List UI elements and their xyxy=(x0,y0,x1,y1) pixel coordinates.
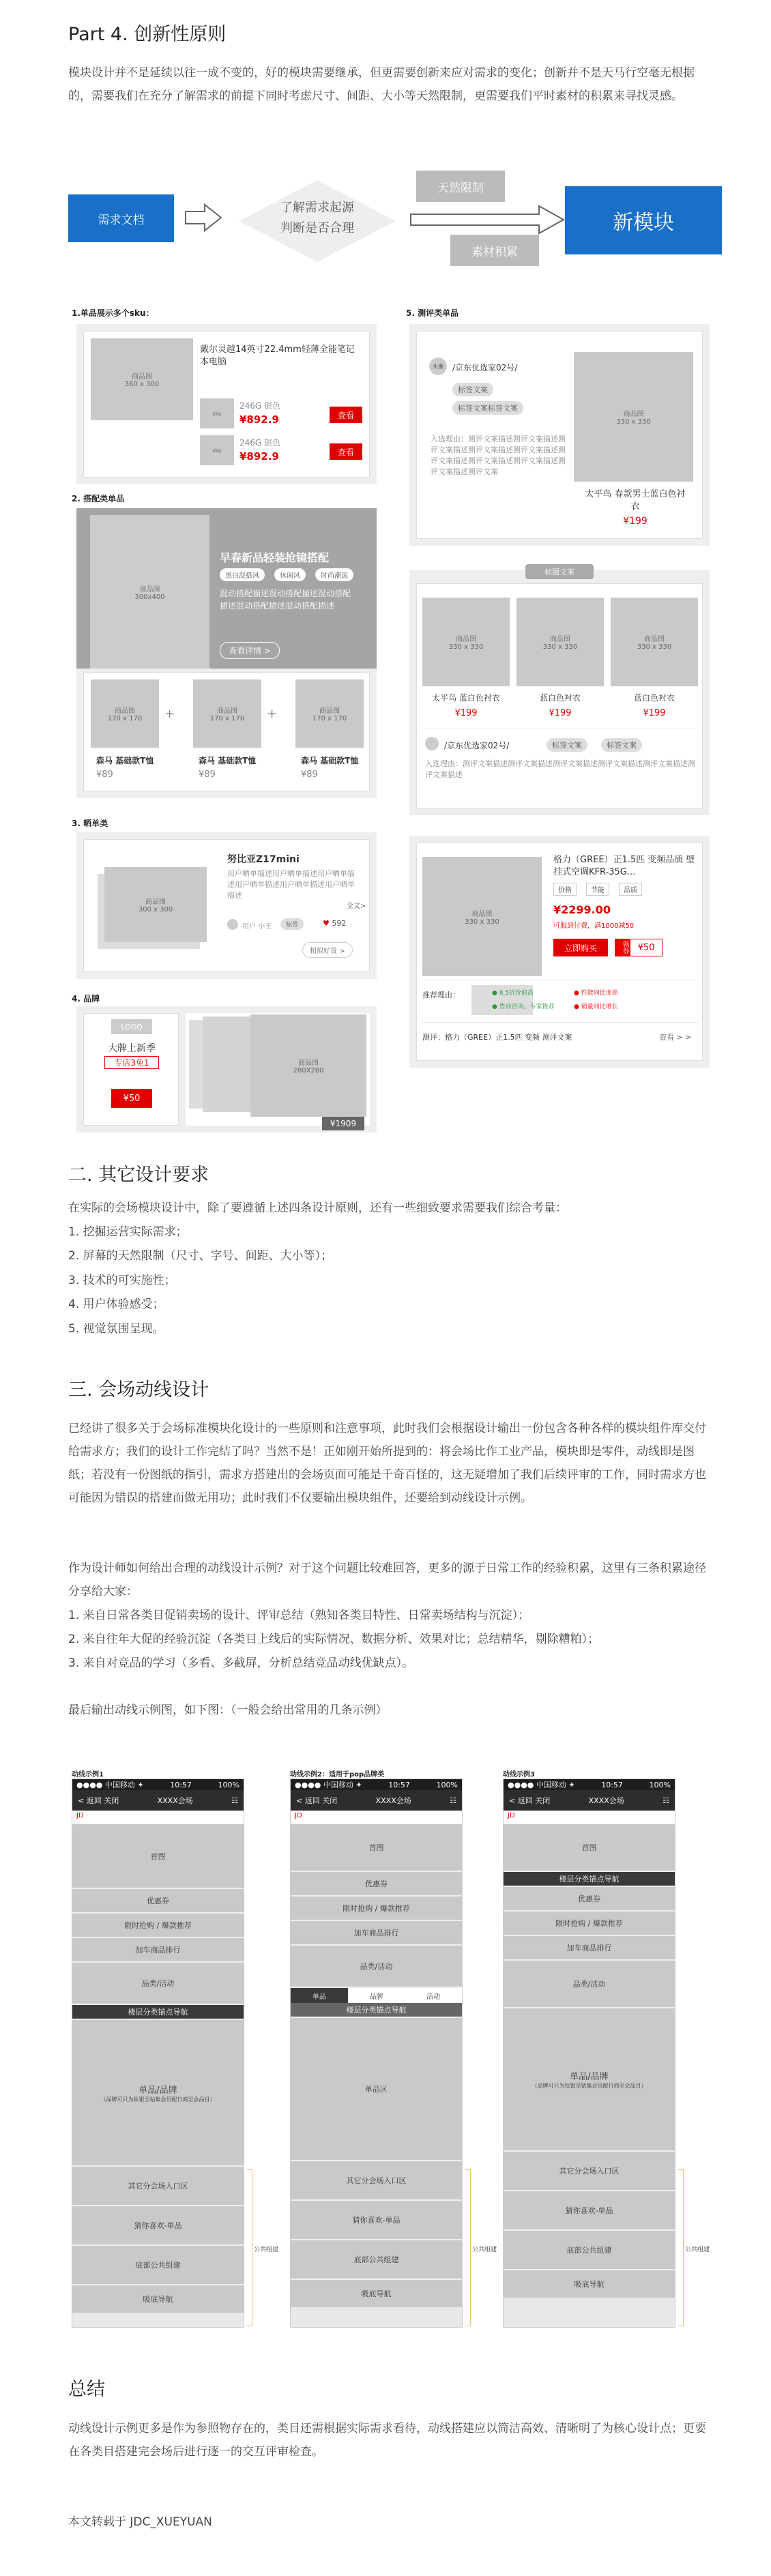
product-price: ¥89 xyxy=(96,770,113,780)
similar-link[interactable]: 相似好货 > xyxy=(302,942,353,958)
phone-mockup-1: ●●●● 中国移动 ✦ 10:57 100% < 返回 关闭 XXXX会场 ☷ JD 首图 优惠券 限时抢购 / 爆款推荐 加车商品排行 品类/活动 楼层分类锚点导航 单品/品牌 （品牌可只为钛银至钻集会员配行商至会品目） 其它分会场入口区 猜你喜欢-单品 底部公共组建 吸底导航 xyxy=(72,1779,244,2328)
view-button[interactable]: 查看 xyxy=(330,407,362,423)
ex5-panel xyxy=(409,324,710,546)
product-image: 商品图 300 x 300 xyxy=(104,867,207,942)
product-price: ¥89 xyxy=(301,770,318,780)
title-tag: 标题文案 xyxy=(525,564,594,579)
product-name: 戴尔灵越14英寸22.4mm轻薄全能笔记本电脑 xyxy=(200,345,355,367)
sec3-p2: 作为设计师如何给出合理的动线设计示例？对于这个问题比较难回答，更多的源于日常工作的经验积累，这里有三条积累途径分享给大家： xyxy=(68,1562,706,1598)
more-link[interactable]: 查看详情 > xyxy=(220,642,280,659)
phone-mockup-2: ●●●● 中国移动 ✦ 10:57 100% < 返回 关闭 XXXX会场 ☷ JD 首图 优惠券 限时抢购 / 爆款推荐 加车商品排行 品类/活动 单品 品牌 活动 楼层分类锚点导航 单品区 其它分会场入口区 猜你喜欢-单品 底部公共组建 吸底导航 xyxy=(290,1779,463,2328)
product-image: 商品图 170 x 170 xyxy=(193,679,261,748)
bracket-label: 公共组建 xyxy=(254,2246,279,2253)
bracket-label: 公共组建 xyxy=(685,2246,710,2253)
ex1-label: 1.单品展示多个sku： xyxy=(72,308,154,318)
list-item: 4. 用户体验感受； xyxy=(68,1298,164,1311)
review-text: 入选理由：测评文案描述测评文案描述测评文案描述测评文案描述测评文案描述测评文案描述 xyxy=(425,759,695,779)
sec2-title: 二. 其它设计要求 xyxy=(68,1165,209,1186)
heart-icon[interactable]: ♥ 592 xyxy=(323,919,347,928)
product-image: 商品图 330 x 330 xyxy=(517,598,604,686)
coupon[interactable]: ¥50 xyxy=(111,1089,152,1108)
tag: 休闲风 xyxy=(274,568,306,581)
list-item: 2. 来自往年大促的经验沉淀（各类目上线后的实际情况、数据分析、效果对比；总结精华，剔除糟粕）； xyxy=(68,1633,600,1646)
product-image: 商品图 170 x 170 xyxy=(91,679,159,748)
list-item: 1. 来自日常各类目促销卖场的设计、评审总结（熟知各类目特性、日常卖场结构与沉淀）； xyxy=(68,1609,530,1622)
flow-limit: 天然限制 xyxy=(416,171,505,202)
coupon-value[interactable]: ¥50 xyxy=(630,939,663,956)
list-item: 1. 挖掘运营实际需求； xyxy=(68,1225,188,1239)
phone-label: 动线示例2：适用于pop品牌类 xyxy=(290,1771,385,1779)
ex1-panel: 商品图 360 x 300 戴尔灵越14英寸22.4mm轻薄全能笔记本电脑 sku 246G 银色 ¥892.9 查看 sku 246G 银色 ¥892.9 查看 xyxy=(76,324,377,484)
flow-new: 新模块 xyxy=(565,186,722,254)
sec3-p3: 最后输出动线示例图，如下图：（一般会给出常用的几条示例） xyxy=(68,1703,388,1717)
list-item: 2. 屏幕的天然限制（尺寸、字号、间距、大小等）； xyxy=(68,1249,333,1263)
product-name: 格力（GREE）正1.5匹 变频品质 壁挂式空调KFR-35G... xyxy=(553,855,695,877)
product-name: 森马 基础款T恤 xyxy=(301,756,359,765)
summary-text: 动线设计示例更多是作为参照物存在的，类目还需根据实际需求看待，动线搭建应以简洁高效、清晰明了为核心设计点；更要在各类目搭建完会场后进行逐一的交互评审检查。 xyxy=(68,2422,706,2459)
part4-title: Part 4. 创新性原则 xyxy=(68,24,227,45)
bracket xyxy=(247,2169,252,2326)
list-item: 3. 技术的可实施性； xyxy=(68,1274,176,1287)
avatar xyxy=(425,737,439,750)
product-price: ¥199 xyxy=(623,516,648,527)
list-item: 5. 视觉氛围呈现。 xyxy=(68,1322,164,1336)
tag: 价格 xyxy=(553,883,577,896)
product-image: 商品图 330 x 330 xyxy=(574,352,693,482)
ex7-panel: 商品图 330 x 330 格力（GREE）正1.5匹 变频品质 壁挂式空调KFR-35G... 价格 节能 品质 ¥2299.00 可服到付费，满1000减50 立即购买 领券 ¥50 推荐理由： ● 8.5折价值高 ● 性能同比度高 ● 售前咨询，专家推荐 ● 销量同比增长 测评：格力（GREE）正1.5匹 变频 测评文案 查看 > > xyxy=(409,836,710,1068)
phone-label: 动线示例3 xyxy=(503,1771,535,1779)
tag: 黑白混搭风 xyxy=(220,568,265,581)
avatar xyxy=(227,919,238,930)
store-badge: 专店3免1 xyxy=(104,1056,159,1069)
reviewer-name: /京东优选家02号/ xyxy=(452,363,518,372)
ex3-label: 3. 晒单类 xyxy=(72,819,108,828)
product-price: ¥2299.00 xyxy=(553,903,611,916)
tag: 标签文案 xyxy=(547,738,587,752)
ex6-panel xyxy=(409,570,710,815)
sku-label: 246G 银色 xyxy=(239,438,281,448)
brand-slogan: 大牌上新季 xyxy=(108,1043,156,1054)
tag: 标签文案 xyxy=(452,383,493,396)
product-image: 商品图 330 x 330 xyxy=(611,598,698,686)
ex3-panel xyxy=(76,832,377,979)
product-image: 商品图 360 x 300 xyxy=(91,338,193,420)
list-item: 3. 来自对竞品的学习（多看、多截屏，分析总结竞品动线优缺点）。 xyxy=(68,1656,414,1670)
review-summary: 测评：格力（GREE）正1.5匹 变频 测评文案 xyxy=(422,1033,572,1042)
tag: 品质 xyxy=(619,883,642,896)
sku-price: ¥892.9 xyxy=(239,450,279,463)
source-text: 本文转载于 JDC_XUEYUAN xyxy=(68,2515,212,2529)
user-name: 用户 小王 xyxy=(242,923,272,931)
view-button[interactable]: 查看 xyxy=(330,443,362,460)
product-image: 商品图 330 x 330 xyxy=(422,857,542,976)
ex4-label: 4. 品牌 xyxy=(72,994,100,1004)
sku-price: ¥892.9 xyxy=(239,413,279,426)
tag: 标签文案 xyxy=(601,738,642,752)
phone-label: 动线示例1 xyxy=(72,1771,104,1779)
price-note: 可服到付费，满1000减50 xyxy=(553,922,635,930)
product-name: 蓝白色衬衣 xyxy=(539,693,581,703)
product-name: 太平鸟 蓝白色衬衣 xyxy=(432,693,500,703)
product-name: 森马 基础款T恤 xyxy=(96,756,154,765)
product-price: ¥89 xyxy=(199,770,216,780)
summary-title: 总结 xyxy=(68,2379,105,2400)
brand-logo: LOGO xyxy=(111,1019,152,1034)
ex5-label: 5. 测评类单品 xyxy=(406,308,459,318)
bracket xyxy=(465,2169,471,2326)
collocation-desc: 混动搭配描述混动搭配描述混动搭配描述混动搭配描述混动搭配描述 xyxy=(220,589,351,611)
ex4-panel xyxy=(76,1006,377,1132)
product-name: 蓝白色衬衣 xyxy=(633,693,675,703)
sec3-title: 三. 会场动线设计 xyxy=(68,1379,209,1401)
arrow-right-icon xyxy=(183,202,224,233)
tag: 标签 xyxy=(280,918,304,930)
reason-label: 推荐理由： xyxy=(422,991,460,999)
view-link[interactable]: 查看 > > xyxy=(659,1033,692,1042)
tag: 标签文案标签文案 xyxy=(452,401,523,415)
arrow-long-icon xyxy=(409,203,566,237)
bracket-label: 公共组建 xyxy=(472,2246,497,2253)
review-text: 入选理由：测评文案描述测评文案描述测评文案描述测评文案描述测评文案描述测评文案描述测评文案描述测评文案描述测评文案描述测评文案 xyxy=(431,435,566,476)
product-price: ¥1909 xyxy=(322,1117,364,1130)
diamond-text: 了解需求起源 判断是否合理 xyxy=(280,201,354,235)
sec3-p1: 已经讲了很多关于会场标准模块化设计的一些原则和注意事项，此时我们会根据设计输出一份包含各种各样的模块组件库交付给需求方；我们的设计工作完结了吗？当然不是！正如刚开始所提到的：将会场比作工业产品，模块即是零件，动线即是图纸；若没有一份图纸的指引，需求方搭建出的会场页面可能是千奇百怪的，这无疑增加了我们后续评审的工作，同时需求方也可能因为错误的搭建而做无用功；此时我们不仅要输出模块组件，还要给到动线设计示例。 xyxy=(68,1422,706,1505)
show-desc: 用户晒单描述用户晒单描述用户晒单描述用户晒单描述用户晒单描述用户晒单描述 xyxy=(227,869,355,900)
product-price: ¥199 xyxy=(643,708,666,718)
full-text-link[interactable]: 全文> xyxy=(347,903,366,910)
reviewer-name: /京东优选家02号/ xyxy=(444,741,510,750)
tag: 节能 xyxy=(586,883,609,896)
part4-text: 模块设计并不是延续以往一成不变的，好的模块需要继承，但更需要创新来应对需求的变化；创新并不是天马行空毫无根据的，需要我们在充分了解需求的前提下同时考虑尺寸、间距、大小等天然限制，更需要我们平时素材的积累来寻找灵感。 xyxy=(68,66,695,103)
product-name: 太平鸟 春款男士蓝白色衬衣 xyxy=(585,489,686,512)
show-title: 努比亚Z17mini xyxy=(227,854,300,865)
product-name: 森马 基础款T恤 xyxy=(199,756,257,765)
product-image: 商品图 280X280 xyxy=(250,1014,366,1117)
flow-material: 素材积累 xyxy=(450,235,539,266)
bracket xyxy=(678,2169,684,2326)
ex2-panel: 商品图 300x400 早春新品轻装抢镜搭配 黑白混搭风 休闲风 时尚潮流 混动搭配描述混动搭配描述混动搭配描述混动搭配描述混动搭配描述 查看详情 > 商品图 170 x 170 + 商品图 170 x 170 + 商品图 170 x 170 森马 基础款T恤 森马 基础款T恤 森马 基础款T恤 ¥89 ¥89 ¥89 xyxy=(76,508,377,798)
product-image: 商品图 330 x 330 xyxy=(422,598,510,686)
collocation-title: 早春新品轻装抢镜搭配 xyxy=(220,551,330,564)
phone-mockup-3: ●●●● 中国移动 ✦ 10:57 100% < 返回 关闭 XXXX会场 ☷ JD 首图 楼层分类锚点导航 优惠券 限时抢购 / 爆款推荐 加车商品排行 品类/活动 单品/品牌 （品牌可只为钛银至钻集会员配行商至会品目） 其它分会场入口区 猜你喜欢-单品 底部公共组建 吸底导航 xyxy=(503,1779,675,2328)
tag: 时尚潮流 xyxy=(315,568,353,581)
avatar: 头像 xyxy=(429,357,447,375)
product-price: ¥199 xyxy=(454,708,478,718)
product-image: 商品图 170 x 170 xyxy=(295,679,364,748)
product-image: 商品图 300x400 xyxy=(90,515,209,669)
sku-label: 246G 银色 xyxy=(239,401,281,411)
sec2-intro: 在实际的会场模块设计中，除了要遵循上述四条设计原则，还有一些细致要求需要我们综合考量： xyxy=(68,1201,567,1215)
coupon-label: 领券 xyxy=(615,939,630,956)
product-price: ¥199 xyxy=(549,708,572,718)
flow-doc: 需求文档 xyxy=(68,194,174,242)
buy-button[interactable]: 立即购买 xyxy=(553,939,608,956)
ex2-label: 2. 搭配类单品 xyxy=(72,494,125,503)
